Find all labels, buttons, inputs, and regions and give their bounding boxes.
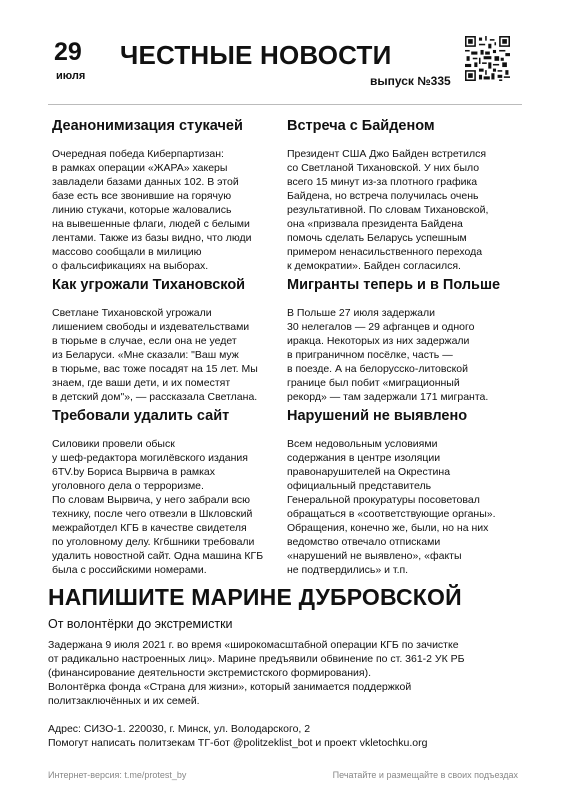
article-title: Как угрожали Тихановской	[52, 277, 246, 293]
article-no-violations	[287, 408, 527, 577]
divider	[48, 104, 522, 105]
article-deanonymization	[52, 118, 292, 273]
article-migrants	[287, 277, 527, 404]
date-month: июля	[56, 70, 86, 82]
article-body: Очередная победа Киберпартизан: в рамках операции «ЖАРА» хакеры завладели базами данных 102. В этой базе есть все звонившие на горячую линию стукачи, которые жаловались на вывешенные флаги, людей с белыми лентами. Также из базы видно, что люди массово сообщали в милицию о фальсификациях на выборах.	[52, 147, 252, 272]
article-body: Президент США Джо Байден встретился со Светланой Тихановской. У них было всего 15 минут из-за плотного графика Байдена, но встреча получилась очень результативной. По словам Тихановской, она «призвала президента Байдена помочь сделать Беларусь успешным примером ненасильственного перехода к демократии». Байден согласился.	[287, 147, 489, 272]
article-body: Светлане Тихановской угрожали лишением свободы и издевательствами в тюрьме в случае, если она не уедет из Беларуси. «Мне сказали: "Ваш муж в тюрьме, вас тоже посадят на 15 лет. Мы знаем, где ваши дети, и их поместят в детский дом"», — рассказала Светлана.	[52, 306, 258, 403]
article-body: Всем недовольным условиями содержания в центре изоляции правонарушителей на Окрестина официальный представитель Генеральной прокуратуры посоветовал обращаться в «соответствующие органы». Обращения, конечно же, были, но на них ведомство отвечало отписками «нарушений не выявлено», «факты не подтвердились» и т.п.	[287, 437, 496, 576]
footer-web-link[interactable]: Интернет-версия: t.me/protest_by	[48, 770, 187, 780]
issue-number: выпуск №335	[370, 74, 451, 88]
article-title: Мигранты теперь и в Польше	[287, 277, 501, 293]
footer-print-note: Печатайте и размещайте в своих подъездах	[332, 770, 518, 780]
appeal-title: НАПИШИТЕ МАРИНЕ ДУБРОВСКОЙ	[48, 584, 462, 610]
article-title: Деанонимизация стукачей	[52, 118, 243, 134]
article-title: Встреча с Байденом	[287, 118, 435, 134]
article-body: В Польше 27 июля задержали 30 нелегалов — 29 афганцев и одного иракца. Некоторых из них задержали в приграничном посёлке, часть — в поезде. А на белорусско-литовской границе был побит «миграционный рекорд» — там задержали 171 мигранта.	[287, 306, 489, 403]
masthead	[48, 36, 522, 98]
article-threats	[52, 277, 292, 404]
appeal-subtitle: От волонтёрки до экстремистки	[48, 617, 233, 631]
article-site-removal	[52, 408, 292, 577]
article-title: Требовали удалить сайт	[52, 408, 230, 424]
date-day: 29	[54, 38, 82, 66]
article-title: Нарушений не выявлено	[287, 408, 468, 424]
qr-code-icon[interactable]	[465, 36, 510, 81]
newspaper-title: ЧЕСТНЫЕ НОВОСТИ	[120, 40, 392, 70]
appeal-contact: Адрес: СИЗО-1. 220030, г. Минск, ул. Володарского, 2 Помогут написать политзекам ТГ-бот @politzeklist_bot и проект vkletochku.org	[48, 723, 428, 749]
article-biden-meeting	[287, 118, 527, 273]
article-body: Силовики провели обыск у шеф-редактора могилёвского издания 6TV.by Бориса Вырвича в рамках уголовного дела о терроризме. По словам Вырвича, у него забрали всю технику, после чего отвезли в Шкловский межрайотдел КГБ в качестве свидетеля по уголовному делу. Кгбшники требовали удалить новостной сайт. Одна машина КГБ была с российскими номерами.	[52, 437, 264, 576]
appeal-body: Задержана 9 июля 2021 г. во время «широкомасштабной операции КГБ по зачистке от радикально настроенных лиц». Марине предъявили обвинение по ст. 361-2 УК РБ (финансирование деятельности экстремистского формирования). Волонтёрка фонда «Страна для жизни», который занимается поддержкой политзаключённых и их семей.	[48, 639, 465, 707]
